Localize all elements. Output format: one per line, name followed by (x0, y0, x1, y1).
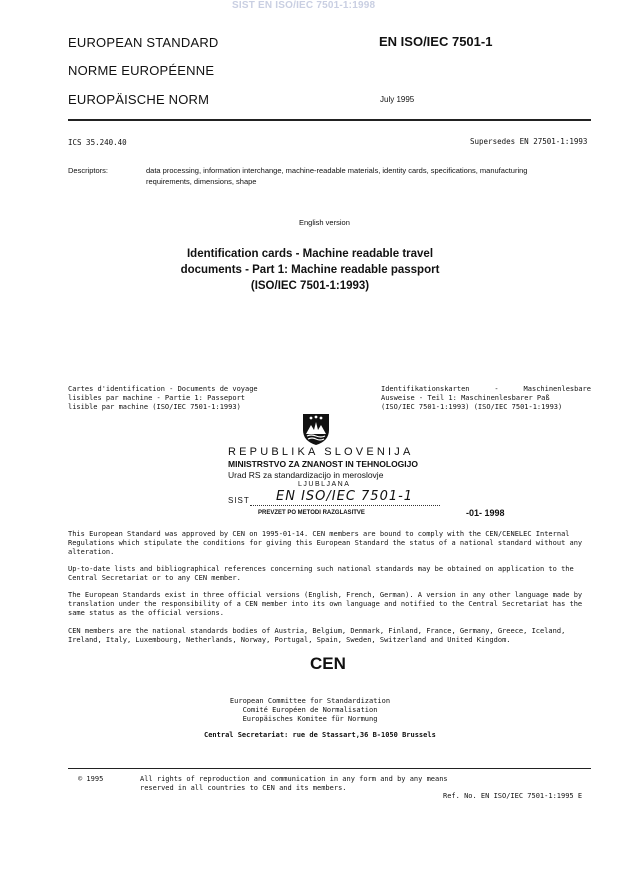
slovenia-coat-of-arms-icon (301, 412, 331, 446)
footer-rule (68, 768, 591, 769)
stamp-sist-label: SIST (228, 496, 250, 505)
title-french-line-2: lisibles par machine - Partie 1: Passeport (68, 394, 246, 402)
title-french-line-3: lisible par machine (ISO/IEC 7501-1:1993) (68, 403, 241, 411)
publication-date: July 1995 (380, 95, 415, 104)
title-line-3: (ISO/IEC 7501-1:1993) (250, 280, 370, 292)
norm-de-label: EUROPÄISCHE NORM (68, 92, 210, 107)
document-title (160, 246, 460, 294)
stamp-office: Urad RS za standardizacijo in meroslovje (228, 470, 384, 480)
copyright-line-2: reserved in all countries to CEN and its members. (140, 784, 347, 792)
stamp-sist-dotted-line (250, 505, 440, 506)
copyright-line-1: All rights of reproduction and communication in any form and by any means (140, 775, 448, 783)
cen-name-en: European Committee for Standardization (229, 697, 391, 705)
descriptors-line-2: requirements, dimensions, shape (146, 177, 257, 186)
paragraph-approval: This European Standard was approved by CEN on 1995-01-14. CEN members are bound to comply with the CEN/CENELEC Internal Regulations which stipulate the conditions for giving this European Standard the status of a national standard without any alteration. (68, 530, 583, 556)
stamp-ministry: MINISTRSTVO ZA ZNANOST IN TEHNOLOGIJO (228, 459, 418, 469)
supersedes: Supersedes EN 27501-1:1993 (470, 137, 588, 146)
ics-code: ICS 35.240.40 (68, 138, 127, 147)
norm-en-label: EUROPEAN STANDARD (68, 35, 219, 50)
cen-name-de: Europäisches Komitee für Normung (242, 715, 378, 723)
language-version: English version (299, 218, 350, 227)
copyright-notice (140, 775, 448, 793)
paragraph-references: Up-to-date lists and bibliographical references concerning such national standards may be obtained on application to the Central Secretariat or to any CEN member. (68, 565, 574, 582)
title-french-line-1: Cartes d'identification - Documents de voyage (68, 385, 258, 393)
cen-secretariat: Central Secretariat: rue de Stassart,36 B-1050 Brussels (204, 731, 436, 739)
watermark: SIST EN ISO/IEC 7501-1:1998 (232, 0, 376, 11)
norm-fr-label: NORME EUROPÉENNE (68, 63, 215, 78)
stamp-method: PREVZET PO METODI RAZGLASITVE (258, 510, 365, 516)
stamp-handwritten-date: -01- 1998 (466, 508, 505, 518)
header-rule (68, 119, 591, 121)
reference-number: Ref. No. EN ISO/IEC 7501-1:1995 E (443, 792, 583, 800)
cen-logo: CEN (310, 654, 346, 673)
title-german-line-1a: Identifikationskarten (381, 385, 470, 393)
title-line-2: documents - Part 1: Machine readable passport (180, 264, 440, 276)
paragraph-versions: The European Standards exist in three official versions (English, French, German). A version in any other language made by translation under the responsibility of a CEN member into its own language and notified to the Central Secretariat has the same status as the official versions. (68, 591, 583, 617)
title-line-1: Identification cards - Machine readable travel (186, 248, 434, 260)
descriptors-label: Descriptors: (68, 166, 109, 175)
stamp-city: LJUBLJANA (298, 481, 351, 488)
title-german (381, 385, 591, 412)
title-german-line-2: Ausweise - Teil 1: Maschinenlesbarer Paß (381, 394, 550, 402)
title-german-line-1c: Maschinenlesbare (523, 385, 591, 393)
cen-names (180, 697, 440, 724)
copyright-year: © 1995 (78, 775, 104, 783)
standard-number: EN ISO/IEC 7501-1 (379, 34, 493, 49)
stamp-sist-handwritten: EN ISO/IEC 7501-1 (276, 489, 414, 504)
title-german-line-3: (ISO/IEC 7501-1:1993) (ISO/IEC 7501-1:1993) (381, 403, 563, 411)
stamp-republic: REPUBLIKA SLOVENIJA (228, 446, 414, 458)
paragraph-members: CEN members are the national standards bodies of Austria, Belgium, Denmark, Finland, France, Germany, Greece, Iceland, Ireland, Italy, Luxembourg, Netherlands, Norway, Portugal, Spain, Sweden, Switzerland and United Kingdom. (68, 627, 566, 644)
cen-name-fr: Comité Européen de Normalisation (242, 706, 378, 714)
descriptors-line-1: data processing, information interchange, machine-readable materials, identity cards, specifications, manufacturing (146, 166, 528, 175)
title-german-line-1b: - (494, 385, 499, 393)
title-french (68, 385, 258, 412)
